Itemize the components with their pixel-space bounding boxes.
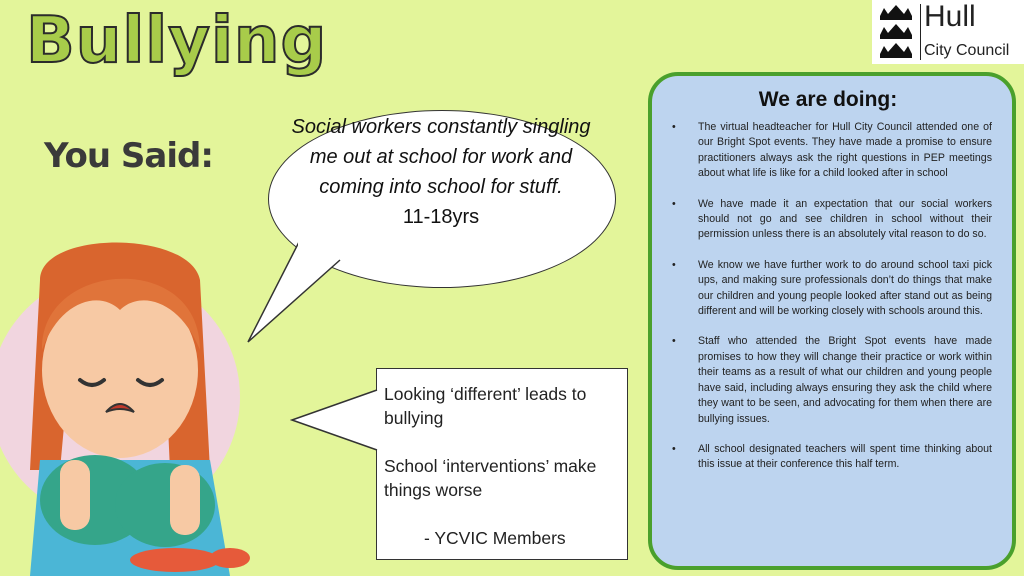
callout-text (384, 382, 620, 550)
list-item: • All school designated teachers will spent time thinking about this issue at their conference this half term. (672, 442, 992, 471)
callout-line-1: Looking ‘different’ leads to bullying (384, 384, 587, 428)
actions-list (666, 120, 992, 488)
speech-bubble-text (278, 112, 604, 232)
hull-city-council-logo (872, 0, 1024, 64)
speech-bubble-tail (240, 240, 360, 360)
logo-text-city-council: City Council (924, 42, 1010, 59)
you-said-heading: You Said: (44, 136, 213, 176)
callout-attribution: - YCVIC Members (424, 528, 566, 548)
bullet: • (672, 442, 676, 455)
bullet: • (672, 197, 676, 210)
list-item: • We have made it an expectation that our social workers should not go and see children in school without their permission unless there is an absolutely vital reason to do so. (672, 197, 992, 241)
panel-title: We are doing: (758, 88, 898, 111)
bullet: • (672, 121, 676, 133)
speech-age: 11-18yrs (402, 206, 480, 228)
bullet: • (672, 335, 676, 348)
logo-text-hull: Hull (924, 0, 976, 33)
crowns-icon (874, 2, 918, 62)
page-title: Bullying (26, 4, 328, 78)
list-item: • We know we have further work to do around school taxi pick ups, and making sure professionals don’t do things that make our children and young people looked after stand out as being different and will be working closely with schools around this. (672, 258, 992, 318)
bullet: • (672, 258, 676, 271)
callout-line-2: School ‘interventions’ make things worse (384, 456, 597, 500)
callout-box-tail (290, 380, 380, 460)
speech-quote: Social workers constantly singling me out at school for work and coming into school for stuff. (291, 116, 591, 198)
list-item: • The virtual headteacher for Hull City Council attended one of our Bright Spot events. They have made a promise to ensure practitioners always ask the right questions in PEP meetings about what life is like for a child looked after in school (672, 121, 992, 180)
sad-girl-illustration (0, 240, 280, 576)
list-item: • Staff who attended the Bright Spot events have made promises to how they will change their practice or work within their teams as a result of what our children and young people have said, including always ensuring they ask the child where they want to be seen, and advocating for them when there are bullying issues. (672, 335, 992, 425)
